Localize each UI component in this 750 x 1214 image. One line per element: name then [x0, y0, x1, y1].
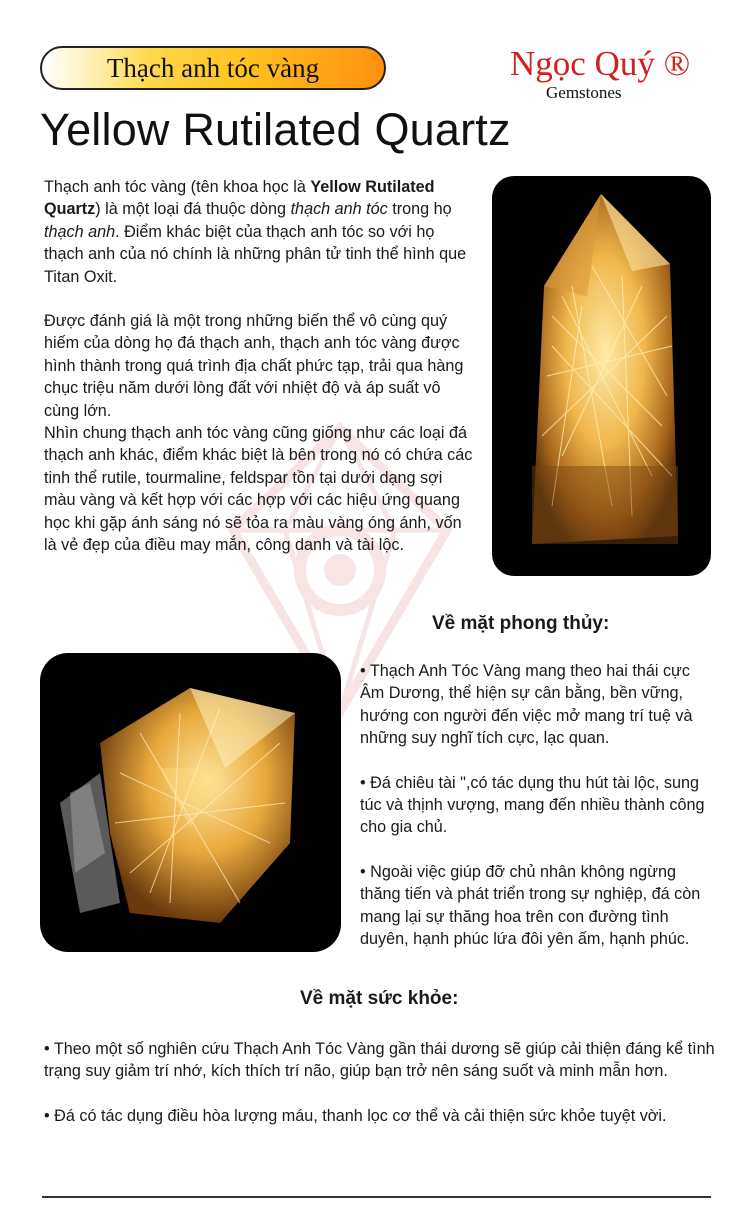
category-badge-text: Thạch anh tóc vàng	[106, 52, 320, 83]
list-item: • Đá chiêu tài ",có tác dụng thu hút tài lộc, sung túc và thịnh vượng, mang đến nhiều thành công cho gia chủ.	[360, 773, 705, 837]
list-item: • Thạch Anh Tóc Vàng mang theo hai thái cực Âm Dương, thể hiện sự cân bằng, bền vững, hướng con người đến việc mở mang trí tuệ và những suy nghĩ tích cực, lạc quan.	[360, 662, 693, 748]
brand-subtitle: Gemstones	[546, 83, 622, 102]
intro-section	[44, 176, 476, 557]
health-heading: Về mặt sức khỏe:	[300, 988, 459, 1009]
quartz-point-image	[492, 176, 711, 576]
footer-divider	[42, 1196, 711, 1198]
list-item: • Ngoài việc giúp đỡ chủ nhân không ngừng thăng tiến và phát triển trong sự nghiệp, đá còn mang lại sự thăng hoa trên con đường tình duyên, hạnh phúc lứa đôi yên ấm, hạnh phúc.	[360, 862, 701, 949]
intro-paragraph-2: Được đánh giá là một trong những biến thể vô cùng quý hiếm của dòng họ đá thạch anh, thạch anh tóc vàng được hình thành trong quá trình địa chất phức tạp, trải qua hàng chục triệu năm dưới lòng đất với nhiệt độ và áp suất vô cùng lớn.	[44, 312, 464, 420]
intro-paragraph-1: Thạch anh tóc vàng (tên khoa học là Yellow Rutilated Quartz) là một loại đá thuộc dòng thạch anh tóc trong họ thạch anh. Điểm khác biệt của thạch anh tóc so với họ thạch anh của nó chính là những phân tử tinh thể hình que Titan Oxit.	[44, 178, 467, 286]
page-title: Yellow Rutilated Quartz	[40, 104, 511, 155]
list-item: • Theo một số nghiên cứu Thạch Anh Tóc Vàng gần thái dương sẽ giúp cải thiện đáng kể tình trạng suy giảm trí nhớ, kích thích trí não, giúp bạn trở nên sáng suốt và minh mẫn hơn.	[44, 1040, 715, 1081]
feng-shui-list	[360, 660, 715, 972]
feng-shui-heading: Về mặt phong thủy:	[432, 613, 610, 634]
list-item: • Đá có tác dụng điều hòa lượng máu, thanh lọc cơ thể và cải thiện sức khỏe tuyệt vời.	[44, 1106, 667, 1125]
quartz-cluster-image	[40, 653, 341, 952]
scientific-name: Yellow Rutilated Quartz	[44, 178, 435, 219]
brand-name: Ngọc Quý ®	[510, 44, 691, 83]
brand-logo	[510, 44, 710, 102]
intro-paragraph-3: Nhìn chung thạch anh tóc vàng cũng giống như các loại đá thạch anh khác, điểm khác biệt là bên trong nó có chứa các tinh thể rutile, tourmaline, feldspar tồn tại dưới dạng sợi màu vàng và kết hợp với các hợp với các hiệu ứng quang học khi gặp ánh sáng nó sẽ tỏa ra màu vàng óng ánh, vốn là vẻ đẹp của điều may mắn, công danh và tài lộc.	[44, 424, 473, 555]
health-list	[44, 1038, 716, 1149]
category-badge	[40, 46, 386, 90]
